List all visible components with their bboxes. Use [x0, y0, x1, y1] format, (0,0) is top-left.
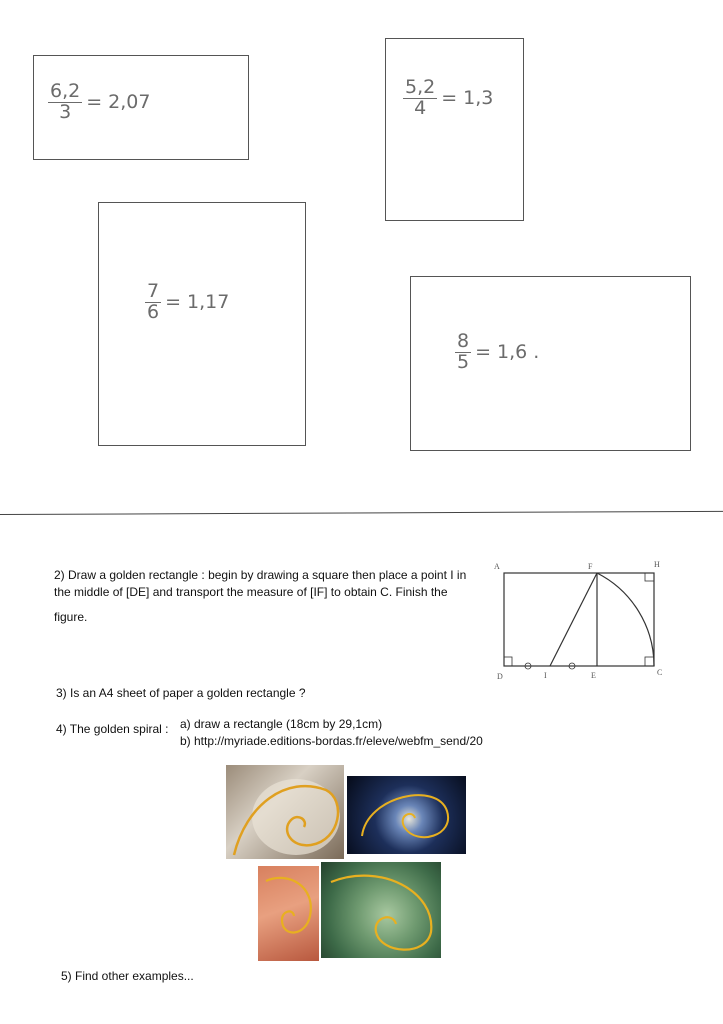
rectangle-4 [410, 276, 691, 451]
ratio-2-numerator: 5,2 [405, 76, 436, 98]
right-angle-mark-d [504, 657, 512, 666]
question-4-part-a: a) draw a rectangle (18cm by 29,1cm) [180, 717, 383, 731]
rectangle-3 [98, 202, 306, 446]
galaxy-spiral-icon [347, 776, 466, 854]
ratio-3-numerator: 7 [147, 280, 160, 302]
label-h: H [654, 560, 660, 569]
nautilus-shell-photo [226, 765, 344, 859]
figure-segment-if [550, 573, 597, 666]
ratio-3-denominator: 6 [147, 300, 160, 323]
spiral-aloe-plant-photo [321, 862, 441, 958]
figure-arc [597, 573, 654, 666]
ratio-4-numerator: 8 [457, 330, 470, 352]
right-angle-mark-c [645, 657, 654, 666]
ratio-1 [48, 82, 150, 123]
figure-outer-rectangle [504, 573, 654, 666]
question-2-line-2: the middle of [DE] and transport the measure of [IF] to obtain C. Finish the [54, 585, 448, 599]
aloe-spiral-icon [321, 862, 441, 958]
question-2-line-1: 2) Draw a golden rectangle : begin by drawing a square then place a point I in [54, 568, 467, 582]
ratio-2-denominator: 4 [414, 96, 427, 119]
right-angle-mark-h [645, 573, 654, 581]
ratio-1-result: = 2,07 [86, 91, 151, 114]
page-divider [0, 511, 723, 515]
question-4-part-b: b) http://myriade.editions-bordas.fr/eleve/webfm_send/20 [180, 734, 483, 748]
ratio-2-result: = 1,3 [441, 87, 494, 110]
label-a: A [494, 562, 500, 571]
ratio-4-result: = 1,6 . [475, 341, 540, 364]
ratio-4-denominator: 5 [457, 350, 470, 373]
human-ear-photo [258, 866, 319, 961]
nautilus-spiral-icon [226, 765, 344, 859]
ratio-3-result: = 1,17 [165, 291, 230, 314]
rectangle-2 [385, 38, 524, 221]
question-3: 3) Is an A4 sheet of paper a golden rectangle ? [56, 686, 306, 700]
golden-rectangle-figure [492, 560, 667, 685]
spiral-galaxy-photo [347, 776, 466, 854]
label-f: F [588, 562, 593, 571]
label-c: C [657, 668, 663, 677]
ratio-4 [455, 332, 539, 373]
ratio-2 [403, 78, 493, 119]
ratio-1-denominator: 3 [59, 100, 72, 123]
label-d: D [497, 672, 503, 681]
ratio-3 [145, 282, 229, 323]
label-i: I [544, 671, 547, 680]
question-5: 5) Find other examples... [61, 969, 194, 983]
ratio-1-numerator: 6,2 [50, 80, 81, 102]
question-4-label: 4) The golden spiral : [56, 722, 169, 736]
ear-spiral-icon [258, 866, 319, 961]
label-e: E [591, 671, 596, 680]
question-2-line-3: figure. [54, 610, 88, 624]
